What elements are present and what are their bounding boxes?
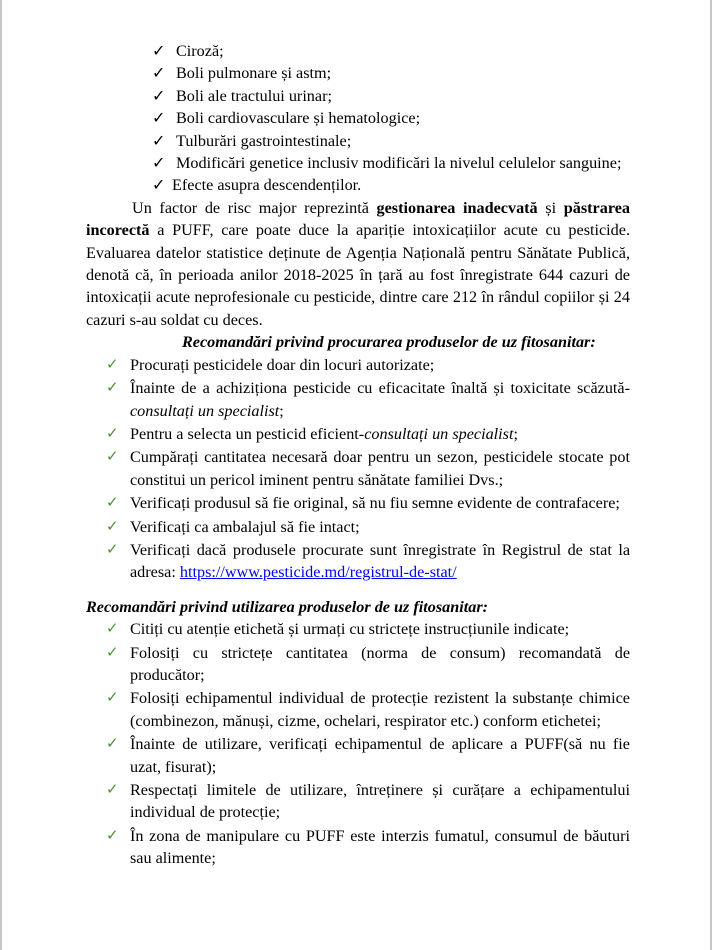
bold-phrase: gestionarea inadecvată — [376, 198, 538, 217]
list-item: ✓ Modificări genetice inclusiv modificări la nivelul celulelor sanguine; — [152, 152, 630, 174]
list-item: ✓ Citiți cu atenție etichetă și urmați cu strictețe instrucțiunile indicate; — [106, 618, 630, 640]
procurement-heading: Recomandări privind procurarea produselor de uz fitosanitar: — [182, 333, 596, 352]
list-item: ✓ Înainte de a achiziționa pesticide cu eficacitate înaltă și toxicitate scăzută-consultați un specialist; — [106, 379, 630, 420]
registry-link[interactable]: https://www.pesticide.md/registrul-de-stat/ — [179, 563, 457, 582]
checkmark-icon: ✓ — [106, 518, 119, 535]
usage-heading: Recomandări privind utilizarea produselor de uz fitosanitar: — [86, 597, 489, 616]
list-item: ✓ Respectați limitele de utilizare, întreținere și curățare a echipamentului individual de protecție; — [106, 781, 630, 822]
list-item: ✓ Ciroză; — [152, 40, 630, 62]
checkmark-icon: ✓ — [152, 154, 166, 173]
checkmark-icon: ✓ — [152, 176, 166, 195]
checkmark-icon: ✓ — [152, 64, 166, 83]
list-item: ✓ Boli ale tractului urinar; — [152, 85, 630, 107]
checkmark-icon: ✓ — [106, 380, 119, 397]
list-item: ✓ Verificați dacă produsele procurate sunt înregistrate în Registrul de stat la adresa: https://www.pesticide.md/registrul-de-stat/ — [106, 540, 630, 582]
checkmark-icon: ✓ — [152, 109, 166, 128]
checkmark-icon: ✓ — [106, 644, 119, 661]
list-item: ✓ Cumpărați cantitatea necesară doar pentru un sezon, pesticidele stocate pot constitui un pericol iminent pentru sănătate familiei Dvs.; — [106, 448, 630, 489]
risk-paragraph: Un factor de risc major reprezintă gestionarea inadecvată și păstrarea incorectă a PUFF, care poate duce la apariție intoxicațiilor acute cu pesticide. Evaluarea datelor statistice deținute de Agenția Națională pentru Sănătate Publică, denotă că, în perioada anilor 2018-2025 în țară au fost înregistrate 644 cazuri de intoxicații acute neprofesionale cu pesticide, dintre care 212 în rândul copiilor și 24 cazuri s-au soldat cu deces. — [86, 198, 630, 329]
checkmark-icon: ✓ — [106, 621, 119, 638]
checkmark-icon: ✓ — [106, 449, 119, 466]
list-item: ✓ Boli pulmonare și astm; — [152, 62, 630, 84]
list-item: ✓ Verificați produsul să fie original, să nu fiu semne evidente de contrafacere; — [106, 492, 630, 514]
bold-phrase: păstrarea incorectă — [86, 198, 630, 240]
usage-list — [106, 618, 630, 869]
checkmark-icon: ✓ — [106, 356, 119, 373]
checkmark-icon: ✓ — [106, 736, 119, 753]
list-item: ✓ Procurați pesticidele doar din locuri autorizate; — [106, 354, 630, 376]
list-item: ✓ Înainte de utilizare, verificați echipamentul de aplicare a PUFF(să nu fie uzat, fisurat); — [106, 735, 630, 776]
checkmark-icon: ✓ — [106, 495, 119, 512]
checkmark-icon: ✓ — [152, 131, 166, 150]
checkmark-icon: ✓ — [152, 86, 166, 105]
checkmark-icon: ✓ — [106, 782, 119, 798]
checkmark-icon: ✓ — [106, 827, 119, 844]
list-item: ✓ Verificați ca ambalajul să fie intact; — [106, 516, 630, 538]
list-item: ✓ În zona de manipulare cu PUFF este interzis fumatul, consumul de băuturi sau alimente; — [106, 826, 630, 868]
list-item: ✓ Efecte asupra descendenților. — [152, 174, 630, 196]
checkmark-icon: ✓ — [152, 42, 166, 60]
risk-effects-list — [152, 40, 630, 197]
list-item: ✓ Boli cardiovasculare și hematologice; — [152, 107, 630, 129]
list-item: ✓ Folosiți echipamentul individual de protecție rezistent la substanțe chimice (combinezon, mănuși, cizme, ochelari, respirator etc.) conform etichetei; — [106, 689, 630, 730]
list-item: ✓ Folosiți cu strictețe cantitatea (norma de consum) recomandată de producător; — [106, 643, 630, 684]
list-item: ✓ Pentru a selecta un pesticid eficient-consultați un specialist; — [106, 423, 630, 445]
checkmark-icon: ✓ — [106, 541, 119, 558]
list-item: ✓ Tulburări gastrointestinale; — [152, 130, 630, 152]
procurement-list — [106, 354, 630, 584]
checkmark-icon: ✓ — [106, 425, 119, 442]
document-content — [86, 40, 630, 871]
checkmark-icon: ✓ — [106, 690, 119, 707]
